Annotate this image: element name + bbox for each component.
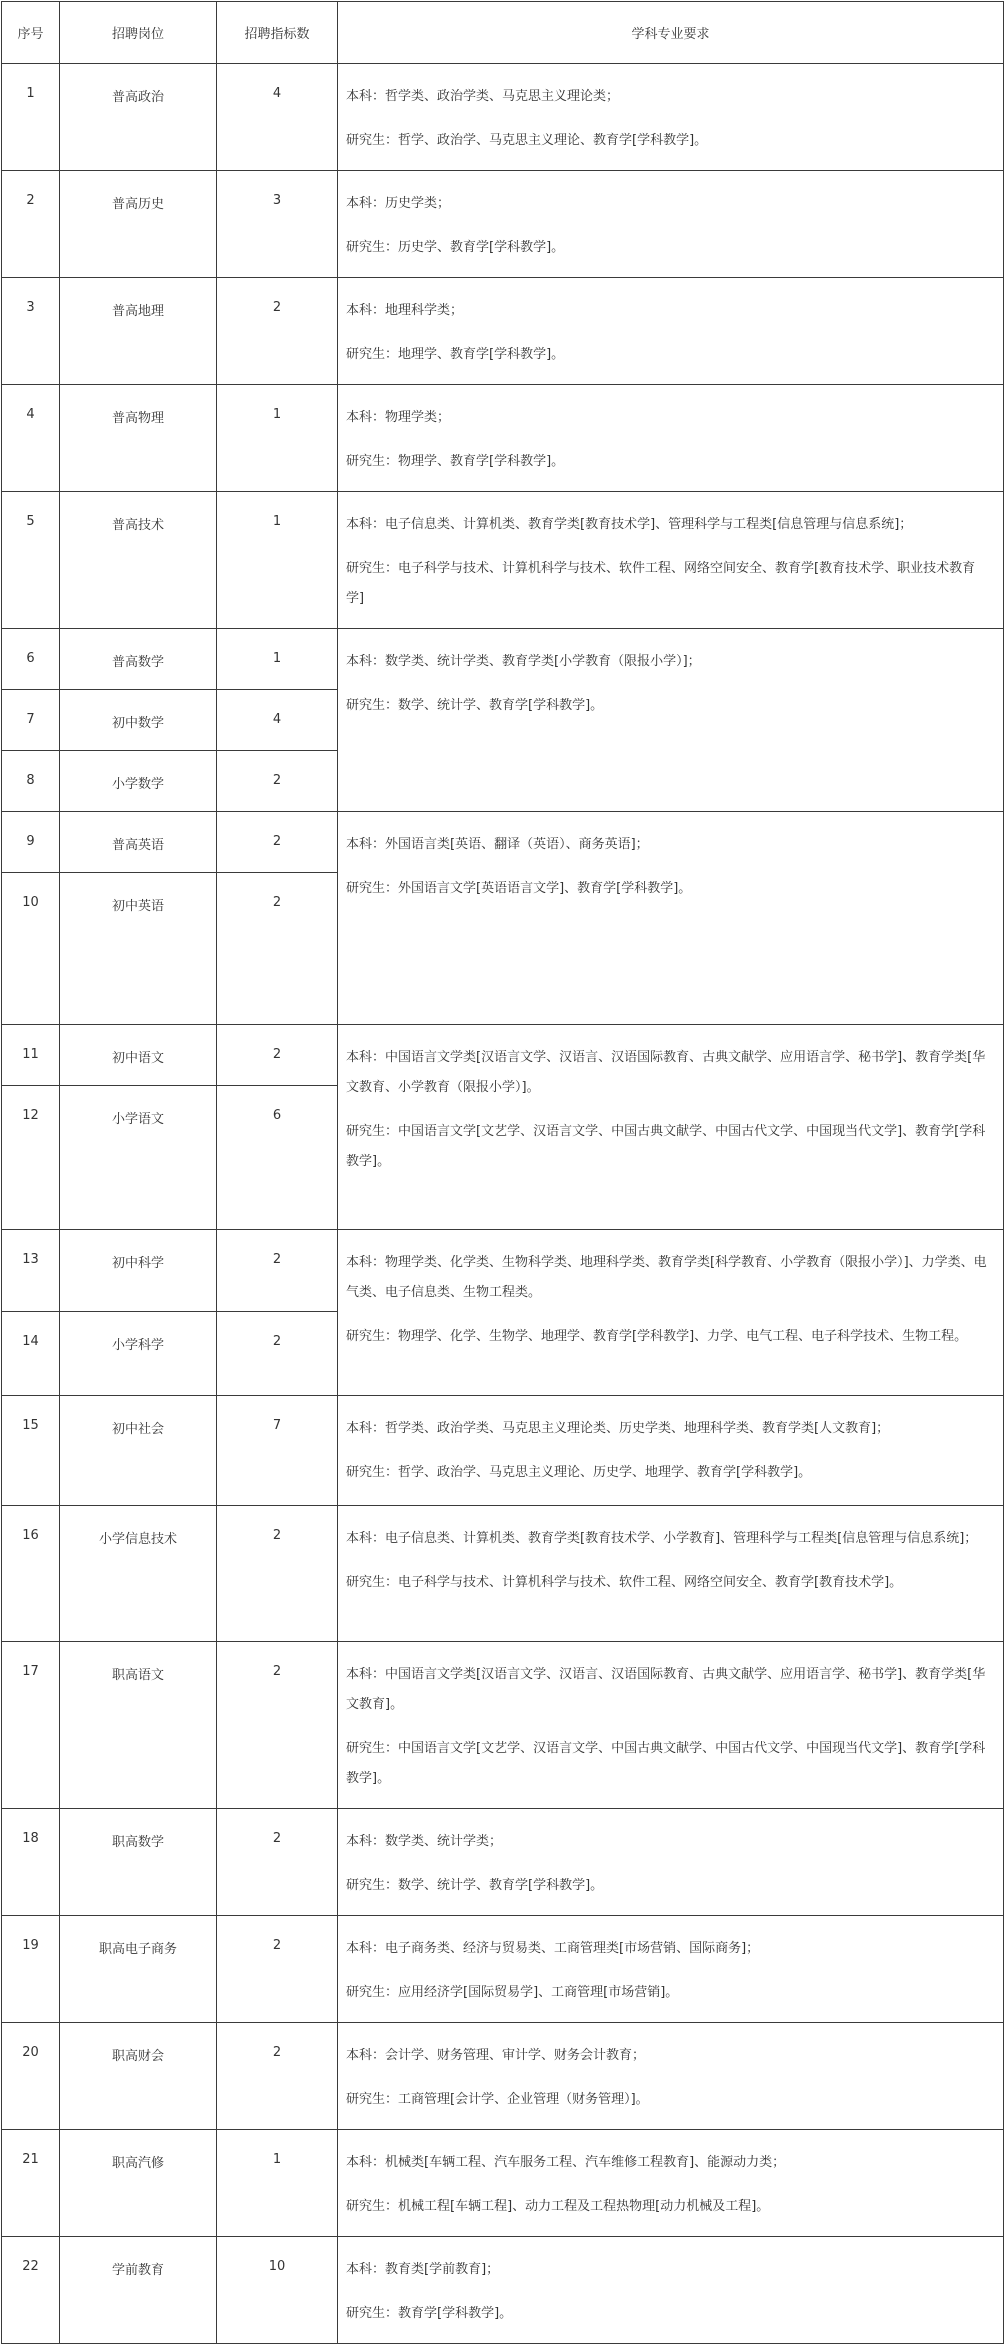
row-requirements	[338, 1396, 1004, 1506]
undergrad-req: 本科：机械类[车辆工程、汽车服务工程、汽车维修工程教育]、能源动力类；	[346, 2155, 786, 2170]
table-row	[2, 1025, 1004, 1086]
row-requirements	[338, 2237, 1004, 2344]
graduate-req: 研究生：工商管理[会计学、企业管理（财务管理）]。	[346, 2092, 649, 2107]
undergrad-req: 本科：物理学类、化学类、生物科学类、地理科学类、教育学类[科学教育、小学教育（限报小学）]、力学类、电气类、电子信息类、生物工程类。	[346, 1255, 987, 1300]
row-no: 21	[2, 2130, 60, 2237]
graduate-req: 研究生：物理学、化学、生物学、地理学、教育学[学科教学]、力学、电气工程、电子科学技术、生物工程。	[346, 1329, 968, 1344]
row-position: 普高英语	[60, 812, 217, 873]
undergrad-req: 本科：中国语言文学类[汉语言文学、汉语言、汉语国际教育、古典文献学、应用语言学、秘书学]、教育学类[华文教育、小学教育（限报小学）]。	[346, 1050, 986, 1095]
row-position: 小学数学	[60, 751, 217, 812]
header-no: 序号	[2, 2, 60, 64]
row-requirements	[338, 492, 1004, 629]
undergrad-req: 本科：电子信息类、计算机类、教育学类[教育技术学]、管理科学与工程类[信息管理与信息系统]；	[346, 517, 913, 532]
row-count: 2	[217, 1916, 338, 2023]
undergrad-req: 本科：外国语言类[英语、翻译（英语）、商务英语]；	[346, 837, 649, 852]
row-position: 职高电子商务	[60, 1916, 217, 2023]
row-no: 12	[2, 1086, 60, 1230]
row-position: 初中语文	[60, 1025, 217, 1086]
undergrad-req: 本科：电子信息类、计算机类、教育学类[教育技术学、小学教育]、管理科学与工程类[信息管理与信息系统]；	[346, 1531, 978, 1546]
row-position: 普高数学	[60, 629, 217, 690]
row-count: 2	[217, 1230, 338, 1312]
table-row	[2, 2130, 1004, 2237]
table-row	[2, 812, 1004, 873]
table-row	[2, 385, 1004, 492]
row-no: 17	[2, 1642, 60, 1809]
graduate-req: 研究生：数学、统计学、教育学[学科教学]。	[346, 698, 604, 713]
undergrad-req: 本科：数学类、统计学类、教育学类[小学教育（限报小学）]；	[346, 654, 701, 669]
undergrad-req: 本科：教育类[学前教育]；	[346, 2262, 500, 2277]
undergrad-req: 本科：数学类、统计学类；	[346, 1834, 503, 1849]
row-count: 7	[217, 1396, 338, 1506]
row-count: 2	[217, 278, 338, 385]
table-row	[2, 1642, 1004, 1809]
row-position: 职高语文	[60, 1642, 217, 1809]
table-row	[2, 1809, 1004, 1916]
row-no: 9	[2, 812, 60, 873]
row-count: 3	[217, 171, 338, 278]
header-count: 招聘指标数	[217, 2, 338, 64]
row-position: 职高数学	[60, 1809, 217, 1916]
row-requirements	[338, 1025, 1004, 1230]
row-count: 2	[217, 1025, 338, 1086]
row-no: 13	[2, 1230, 60, 1312]
graduate-req: 研究生：哲学、政治学、马克思主义理论、教育学[学科教学]。	[346, 133, 708, 148]
row-requirements	[338, 1916, 1004, 2023]
row-no: 16	[2, 1506, 60, 1642]
row-count: 2	[217, 1506, 338, 1642]
row-count: 2	[217, 751, 338, 812]
undergrad-req: 本科：会计学、财务管理、审计学、财务会计教育；	[346, 2048, 646, 2063]
row-no: 22	[2, 2237, 60, 2344]
row-requirements	[338, 171, 1004, 278]
row-count: 2	[217, 1642, 338, 1809]
row-position: 小学语文	[60, 1086, 217, 1230]
undergrad-req: 本科：物理学类；	[346, 410, 451, 425]
row-requirements	[338, 64, 1004, 171]
row-requirements	[338, 1230, 1004, 1396]
row-no: 3	[2, 278, 60, 385]
recruitment-table	[1, 1, 1004, 2344]
row-position: 职高汽修	[60, 2130, 217, 2237]
graduate-req: 研究生：历史学、教育学[学科教学]。	[346, 240, 565, 255]
row-count: 10	[217, 2237, 338, 2344]
table-row	[2, 1230, 1004, 1312]
row-no: 19	[2, 1916, 60, 2023]
row-no: 11	[2, 1025, 60, 1086]
graduate-req: 研究生：电子科学与技术、计算机科学与技术、软件工程、网络空间安全、教育学[教育技术学、职业技术教育学]	[346, 561, 976, 606]
undergrad-req: 本科：中国语言文学类[汉语言文学、汉语言、汉语国际教育、古典文献学、应用语言学、秘书学]、教育学类[华文教育]。	[346, 1667, 986, 1712]
row-no: 4	[2, 385, 60, 492]
undergrad-req: 本科：哲学类、政治学类、马克思主义理论类；	[346, 89, 620, 104]
row-no: 20	[2, 2023, 60, 2130]
row-position: 学前教育	[60, 2237, 217, 2344]
row-position: 初中科学	[60, 1230, 217, 1312]
row-position: 普高物理	[60, 385, 217, 492]
row-position: 职高财会	[60, 2023, 217, 2130]
row-position: 普高地理	[60, 278, 217, 385]
graduate-req: 研究生：中国语言文学[文艺学、汉语言文学、中国古典文献学、中国古代文学、中国现当代文学]、教育学[学科教学]。	[346, 1124, 986, 1169]
row-count: 2	[217, 873, 338, 1025]
row-no: 7	[2, 690, 60, 751]
table-row	[2, 1506, 1004, 1642]
graduate-req: 研究生：电子科学与技术、计算机科学与技术、软件工程、网络空间安全、教育学[教育技术学]。	[346, 1575, 903, 1590]
row-no: 5	[2, 492, 60, 629]
row-count: 2	[217, 1809, 338, 1916]
row-position: 普高历史	[60, 171, 217, 278]
table-row	[2, 171, 1004, 278]
row-requirements	[338, 629, 1004, 812]
table-row	[2, 1396, 1004, 1506]
row-position: 初中数学	[60, 690, 217, 751]
row-count: 4	[217, 690, 338, 751]
row-no: 15	[2, 1396, 60, 1506]
row-no: 18	[2, 1809, 60, 1916]
table-row	[2, 2023, 1004, 2130]
row-requirements	[338, 1506, 1004, 1642]
row-count: 4	[217, 64, 338, 171]
header-row	[2, 2, 1004, 64]
row-position: 普高政治	[60, 64, 217, 171]
row-count: 1	[217, 2130, 338, 2237]
row-no: 1	[2, 64, 60, 171]
table-row	[2, 1916, 1004, 2023]
row-requirements	[338, 812, 1004, 1025]
row-requirements	[338, 1809, 1004, 1916]
graduate-req: 研究生：数学、统计学、教育学[学科教学]。	[346, 1878, 604, 1893]
undergrad-req: 本科：地理科学类；	[346, 303, 464, 318]
row-position: 普高技术	[60, 492, 217, 629]
row-requirements	[338, 1642, 1004, 1809]
undergrad-req: 本科：电子商务类、经济与贸易类、工商管理类[市场营销、国际商务]；	[346, 1941, 760, 1956]
graduate-req: 研究生：物理学、教育学[学科教学]。	[346, 454, 565, 469]
row-count: 2	[217, 2023, 338, 2130]
header-position: 招聘岗位	[60, 2, 217, 64]
row-count: 1	[217, 629, 338, 690]
table-row	[2, 2237, 1004, 2344]
graduate-req: 研究生：机械工程[车辆工程]、动力工程及工程热物理[动力机械及工程]。	[346, 2199, 770, 2214]
table-row	[2, 629, 1004, 690]
row-count: 1	[217, 492, 338, 629]
table-row	[2, 492, 1004, 629]
graduate-req: 研究生：地理学、教育学[学科教学]。	[346, 347, 565, 362]
row-position: 小学科学	[60, 1312, 217, 1396]
table-row	[2, 64, 1004, 171]
row-requirements	[338, 278, 1004, 385]
graduate-req: 研究生：教育学[学科教学]。	[346, 2306, 513, 2321]
row-no: 6	[2, 629, 60, 690]
row-requirements	[338, 2130, 1004, 2237]
row-no: 10	[2, 873, 60, 1025]
row-position: 小学信息技术	[60, 1506, 217, 1642]
graduate-req: 研究生：应用经济学[国际贸易学]、工商管理[市场营销]。	[346, 1985, 679, 2000]
row-count: 6	[217, 1086, 338, 1230]
graduate-req: 研究生：中国语言文学[文艺学、汉语言文学、中国古典文献学、中国古代文学、中国现当代文学]、教育学[学科教学]。	[346, 1741, 986, 1786]
undergrad-req: 本科：哲学类、政治学类、马克思主义理论类、历史学类、地理科学类、教育学类[人文教育]；	[346, 1421, 890, 1436]
row-requirements	[338, 2023, 1004, 2130]
header-requirements: 学科专业要求	[338, 2, 1004, 64]
row-count: 2	[217, 812, 338, 873]
row-requirements	[338, 385, 1004, 492]
row-position: 初中社会	[60, 1396, 217, 1506]
row-position: 初中英语	[60, 873, 217, 1025]
table-row	[2, 278, 1004, 385]
row-count: 2	[217, 1312, 338, 1396]
graduate-req: 研究生：哲学、政治学、马克思主义理论、历史学、地理学、教育学[学科教学]。	[346, 1465, 812, 1480]
row-no: 2	[2, 171, 60, 278]
undergrad-req: 本科：历史学类；	[346, 196, 451, 211]
row-count: 1	[217, 385, 338, 492]
row-no: 8	[2, 751, 60, 812]
graduate-req: 研究生：外国语言文学[英语语言文学]、教育学[学科教学]。	[346, 881, 692, 896]
row-no: 14	[2, 1312, 60, 1396]
